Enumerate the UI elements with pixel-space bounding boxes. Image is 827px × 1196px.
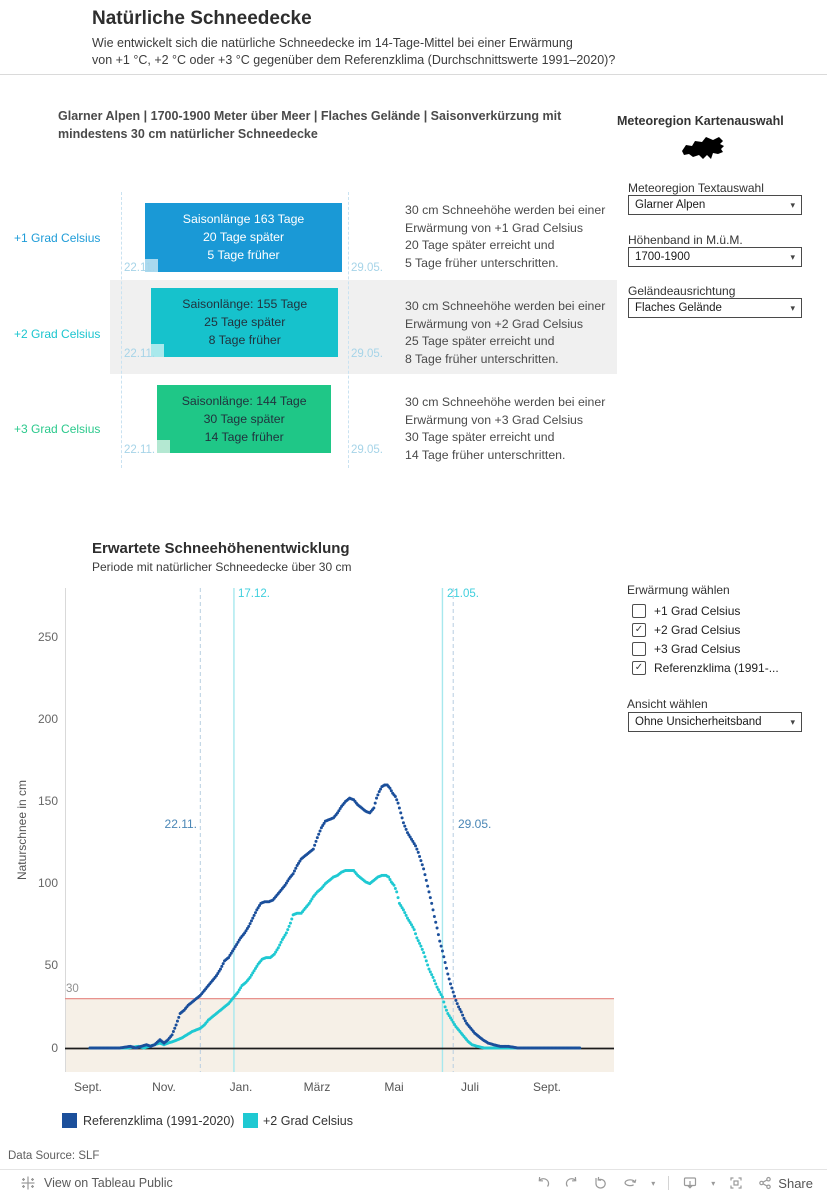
y-tick: 250 — [37, 630, 58, 644]
scenario-description-plus2 — [405, 298, 620, 368]
share-label: Share — [778, 1175, 813, 1191]
chevron-down-icon: ▾ — [790, 716, 795, 727]
season-end-shift-text: 8 Tage früher — [208, 333, 281, 347]
selection-summary-line1: Glarner Alpen | 1700-1900 Meter über Meer | Flaches Gelände | Saisonverkürzung mit — [58, 109, 562, 123]
meteoregion-select-value: Glarner Alpen — [635, 199, 706, 211]
share-button[interactable] — [757, 1175, 813, 1191]
checkbox-box[interactable] — [632, 604, 646, 618]
x-tick: Nov. — [152, 1080, 176, 1094]
view-select-value: Ohne Unsicherheitsband — [635, 716, 762, 728]
legend-label-plus2[interactable]: +2 Grad Celsius — [263, 1114, 353, 1128]
redo-icon[interactable] — [564, 1175, 580, 1191]
chevron-down-icon[interactable]: ▾ — [651, 1178, 656, 1188]
checkbox-box[interactable] — [632, 642, 646, 656]
chart-subtitle: Periode mit natürlicher Schneedecke über 30 cm — [92, 560, 352, 574]
elevation-select[interactable] — [628, 247, 802, 267]
checkbox-plus2[interactable] — [632, 622, 740, 637]
map-select-title: Meteoregion Kartenauswahl — [617, 114, 784, 128]
season-length-text: Saisonlänge: 144 Tage — [181, 394, 307, 408]
season-end-date: 29.05. — [351, 444, 383, 456]
chevron-down-icon: ▾ — [790, 199, 795, 210]
terrain-select[interactable] — [628, 298, 802, 318]
select-label-elevation: Höhenband in M.ü.M. — [628, 233, 743, 247]
view-select-title: Ansicht wählen — [627, 697, 708, 711]
revert-icon[interactable] — [593, 1175, 609, 1191]
checkbox-label: +3 Grad Celsius — [654, 641, 741, 656]
description-line: 30 cm Schneehöhe werden bei einer — [405, 299, 606, 313]
checkbox-reference[interactable] — [632, 660, 779, 675]
checkbox-plus3[interactable] — [632, 641, 740, 656]
season-end-date: 29.05. — [351, 348, 383, 360]
description-line: 30 Tage später erreicht und — [405, 430, 555, 445]
tableau-toolbar — [0, 1169, 827, 1196]
chevron-down-icon: ▾ — [790, 251, 795, 262]
reference-start-date-label: 22.11. — [164, 817, 197, 831]
scenario-description-plus3 — [405, 394, 620, 464]
season-length-text: Saisonlänge 163 Tage — [182, 212, 305, 226]
y-tick: 100 — [37, 876, 58, 890]
season-bar-plus1[interactable] — [145, 203, 342, 272]
tableau-logo-icon — [20, 1175, 36, 1191]
scenario-description-plus1 — [405, 202, 620, 272]
y-tick: 200 — [37, 712, 58, 726]
y-tick: 0 — [51, 1041, 58, 1055]
view-on-tableau[interactable] — [20, 1175, 173, 1191]
checkbox-label: +1 Grad Celsius — [654, 603, 741, 618]
description-line: 14 Tage früher unterschritten. — [405, 447, 566, 462]
x-tick: Jan. — [229, 1080, 253, 1094]
season-start-shift-text: 20 Tage später — [202, 230, 285, 244]
description-line: Erwärmung von +3 Grad Celsius — [405, 412, 584, 427]
legend-label-reference[interactable]: Referenzklima (1991-2020) — [83, 1114, 235, 1128]
chevron-down-icon: ▾ — [790, 302, 795, 313]
view-select[interactable] — [628, 712, 802, 732]
scenario-label-plus2: +2 Grad Celsius — [14, 327, 101, 341]
chevron-down-icon[interactable]: ▾ — [711, 1178, 716, 1188]
legend-swatch-reference[interactable] — [62, 1113, 77, 1128]
reference-end-date-label: 29.05. — [458, 817, 492, 831]
season-bar-plus2[interactable] — [151, 288, 338, 357]
y-axis-title: Naturschnee in cm — [15, 779, 29, 881]
header-divider — [0, 74, 827, 75]
x-tick: Sept. — [532, 1080, 562, 1094]
selection-summary-line2: mindestens 30 cm natürlicher Schneedecke — [58, 127, 318, 141]
reference-start-guide-line — [121, 192, 122, 468]
x-tick: Juli — [460, 1080, 479, 1094]
description-line: 5 Tage früher unterschritten. — [405, 255, 559, 270]
description-line: Erwärmung von +2 Grad Celsius — [405, 316, 584, 331]
season-end-shift-text: 5 Tage früher — [207, 248, 280, 262]
terrain-select-value: Flaches Gelände — [635, 302, 722, 314]
season-start-shift-text: 25 Tage später — [204, 315, 286, 329]
elevation-select-value: 1700-1900 — [635, 251, 690, 263]
chart-title: Erwartete Schneehöhenentwicklung — [92, 540, 350, 557]
fullscreen-icon[interactable] — [728, 1175, 744, 1191]
season-length-text: Saisonlänge: 155 Tage — [182, 297, 308, 311]
select-label-meteoregion: Meteoregion Textauswahl — [628, 181, 764, 195]
y-tick: 150 — [37, 794, 58, 808]
switzerland-map-icon[interactable] — [676, 133, 726, 163]
season-start-date: 22.11. — [124, 444, 156, 456]
checkbox-plus1[interactable] — [632, 603, 740, 618]
undo-icon[interactable] — [535, 1175, 551, 1191]
page-subtitle-line1: Wie entwickelt sich die natürliche Schneedecke im 14-Tage-Mittel bei einer Erwärmung — [92, 36, 573, 50]
scenario-label-plus1: +1 Grad Celsius — [14, 231, 101, 245]
scenario-label-plus3: +3 Grad Celsius — [14, 422, 101, 436]
season-bar-plus3[interactable] — [157, 385, 331, 453]
refresh-icon[interactable] — [622, 1175, 638, 1191]
checkbox-label: +2 Grad Celsius — [654, 622, 741, 637]
plus2-start-date-label: 17.12. — [238, 588, 270, 600]
description-line: 20 Tage später erreicht und — [405, 238, 555, 253]
x-tick: März — [303, 1080, 331, 1094]
season-start-date: 22.11. — [124, 348, 156, 360]
y-tick: 50 — [44, 958, 58, 972]
checkbox-label: Referenzklima (1991-... — [654, 660, 779, 675]
season-end-shift-text: 14 Tage früher — [204, 430, 284, 444]
description-line: 25 Tage später erreicht und — [405, 334, 555, 349]
data-source: Data Source: SLF — [8, 1150, 100, 1162]
season-start-date: 22.11. — [124, 262, 156, 274]
legend-swatch-plus2[interactable] — [243, 1113, 258, 1128]
threshold-label: 30 — [66, 983, 79, 995]
plus2-end-date-label: 21.05. — [447, 588, 479, 600]
description-line: 8 Tage früher unterschritten. — [405, 351, 559, 366]
select-label-terrain: Geländeausrichtung — [628, 284, 736, 298]
toolbar-divider — [668, 1176, 669, 1190]
description-line: Erwärmung von +1 Grad Celsius — [405, 220, 584, 235]
page-title: Natürliche Schneedecke — [92, 8, 312, 29]
meteoregion-select[interactable] — [628, 195, 802, 215]
download-icon[interactable] — [682, 1175, 698, 1191]
season-end-date: 29.05. — [351, 262, 383, 274]
share-icon — [757, 1175, 773, 1191]
description-line: 30 cm Schneehöhe werden bei einer — [405, 395, 606, 409]
checkbox-box[interactable]: ✓ — [632, 661, 646, 675]
checkbox-box[interactable]: ✓ — [632, 623, 646, 637]
description-line: 30 cm Schneehöhe werden bei einer — [405, 203, 606, 217]
view-on-tableau-label: View on Tableau Public — [44, 1176, 173, 1190]
season-start-shift-text: 30 Tage später — [203, 412, 285, 426]
page-subtitle-line2: von +1 °C, +2 °C oder +3 °C gegenüber dem Referenzklima (Durchschnittswerte 1991–2020)? — [92, 53, 616, 67]
x-tick: Sept. — [73, 1080, 103, 1094]
reference-end-guide-line — [348, 192, 349, 468]
x-tick: Mai — [384, 1080, 404, 1094]
warming-select-title: Erwärmung wählen — [627, 583, 730, 597]
